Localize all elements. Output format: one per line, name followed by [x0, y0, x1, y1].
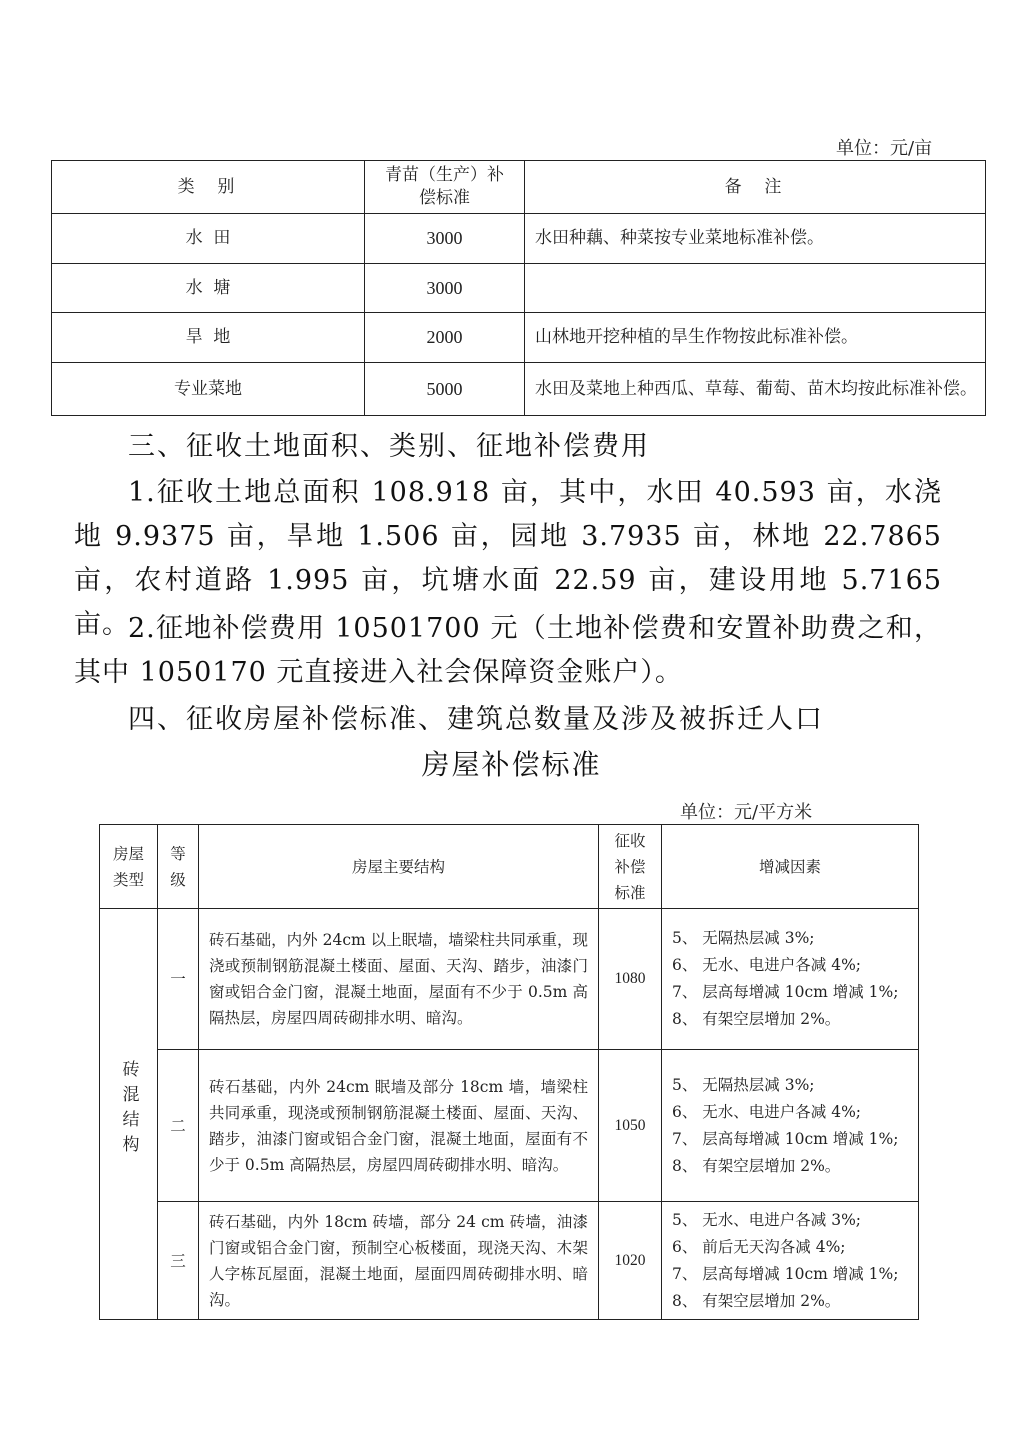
factor-item: 5、 无隔热层减 3%;: [672, 929, 815, 947]
table-row: [52, 264, 986, 313]
table-row: [100, 1202, 919, 1320]
house-table-title: 房屋补偿标准: [421, 748, 602, 781]
row-factors: [662, 1202, 919, 1320]
factor-item: 5、 无水、电进户各减 3%;: [672, 1210, 862, 1229]
row-category: 专业菜地: [52, 363, 365, 416]
row-remark: [525, 264, 986, 313]
row-factors: [662, 1050, 919, 1202]
table-row: [100, 909, 919, 1050]
row-remark: 水田种藕、种菜按专业菜地标准补偿。: [525, 214, 986, 264]
row-standard: 1020: [599, 1202, 662, 1320]
factor-item: 6、 前后无天沟各减 4%;: [672, 1237, 846, 1256]
header-standard: 征收补偿标准: [599, 825, 662, 909]
factor-item: 7、 层高每增减 10cm 增减 1%;: [672, 983, 899, 1001]
row-grade: 一: [158, 909, 199, 1050]
row-grade: 三: [158, 1202, 199, 1320]
factor-item: 8、 有架空层增加 2%。: [672, 1291, 841, 1310]
factor-item: 8、 有架空层增加 2%。: [672, 1010, 841, 1028]
factor-item: 6、 无水、电进户各减 4%;: [672, 1102, 862, 1121]
row-remark: 山林地开挖种植的旱生作物按此标准补偿。: [525, 313, 986, 363]
row-grade: 二: [158, 1050, 199, 1202]
table-header-row: [52, 161, 986, 214]
row-standard: 3000: [365, 214, 525, 264]
factor-item: 7、 层高每增减 10cm 增减 1%;: [672, 1129, 899, 1148]
row-standard: 1050: [599, 1050, 662, 1202]
table-row: [52, 214, 986, 264]
house-type-label: 砖混结构: [118, 1060, 139, 1160]
table-row: [52, 313, 986, 363]
header-house-type: 房屋类型: [100, 825, 158, 909]
house-type-cell: [100, 909, 158, 1320]
row-factors: [662, 909, 919, 1050]
row-structure: 砖石基础，内外 24cm 以上眠墙，墙梁柱共同承重，现浇或预制钢筋混凝土楼面、屋面、天沟、踏步，油漆门窗或铝合金门窗，混凝土地面，屋面有不少于 0.5m 高隔热层，房屋四周砖砌排水明、暗沟。: [199, 909, 599, 1050]
header-factors: 增减因素: [662, 825, 919, 909]
table-row: [100, 1050, 919, 1202]
row-category: 旱 地: [52, 313, 365, 363]
header-category: 类 别: [52, 161, 365, 214]
row-standard: 5000: [365, 363, 525, 416]
factor-item: 7、 层高每增减 10cm 增减 1%;: [672, 1264, 899, 1283]
row-structure: 砖石基础，内外 18cm 砖墙，部分 24 cm 砖墙，油漆门窗或铝合金门窗，预制空心板楼面，现浇天沟、木架人字栋瓦屋面，混凝土地面，屋面四周砖砌排水明、暗沟。: [199, 1202, 599, 1320]
house-compensation-table: [99, 824, 919, 1320]
section-4-heading: 四、征收房屋补偿标准、建筑总数量及涉及被拆迁人口: [128, 704, 824, 735]
section-3-paragraph-2: 2.征地补偿费用 10501700 元（土地补偿费和安置补助费之和，其中 1050170 元直接进入社会保障资金账户）。: [74, 613, 942, 688]
row-standard: 2000: [365, 313, 525, 363]
factor-item: 6、 无水、电进户各减 4%;: [672, 956, 862, 974]
section-3-paragraph-1: 1.征收土地总面积 108.918 亩，其中，水田 40.593 亩，水浇地 9.9375 亩，旱地 1.506 亩，园地 3.7935 亩，林地 22.7865 亩，农村道路 1.995 亩，坑塘水面 22.59 亩，建设用地 5.7165 亩。: [74, 477, 942, 640]
factor-item: 5、 无隔热层减 3%;: [672, 1075, 815, 1094]
header-standard: 青苗（生产）补偿标准: [365, 161, 525, 214]
factor-item: 8、 有架空层增加 2%。: [672, 1156, 841, 1175]
row-remark: 水田及菜地上种西瓜、草莓、葡萄、苗木均按此标准补偿。: [525, 363, 986, 416]
house-table-unit: 单位：元/平方米: [680, 802, 813, 823]
section-3-heading: 三、征收土地面积、类别、征地补偿费用: [128, 431, 650, 462]
header-structure: 房屋主要结构: [199, 825, 599, 909]
header-grade: 等级: [158, 825, 199, 909]
row-standard: 3000: [365, 264, 525, 313]
seedling-table-unit: 单位：元/亩: [836, 138, 933, 159]
table-row: [52, 363, 986, 416]
row-structure: 砖石基础，内外 24cm 眠墙及部分 18cm 墙，墙梁柱共同承重，现浇或预制钢筋混凝土楼面、屋面、天沟、踏步，油漆门窗或铝合金门窗，混凝土地面，屋面有不少于 0.5m 高隔热层，房屋四周砖砌排水明、暗沟。: [199, 1050, 599, 1202]
row-category: 水 塘: [52, 264, 365, 313]
seedling-compensation-table: [51, 160, 986, 416]
header-remark: 备 注: [525, 161, 986, 214]
table-header-row: [100, 825, 919, 909]
row-standard: 1080: [599, 909, 662, 1050]
row-category: 水 田: [52, 214, 365, 264]
